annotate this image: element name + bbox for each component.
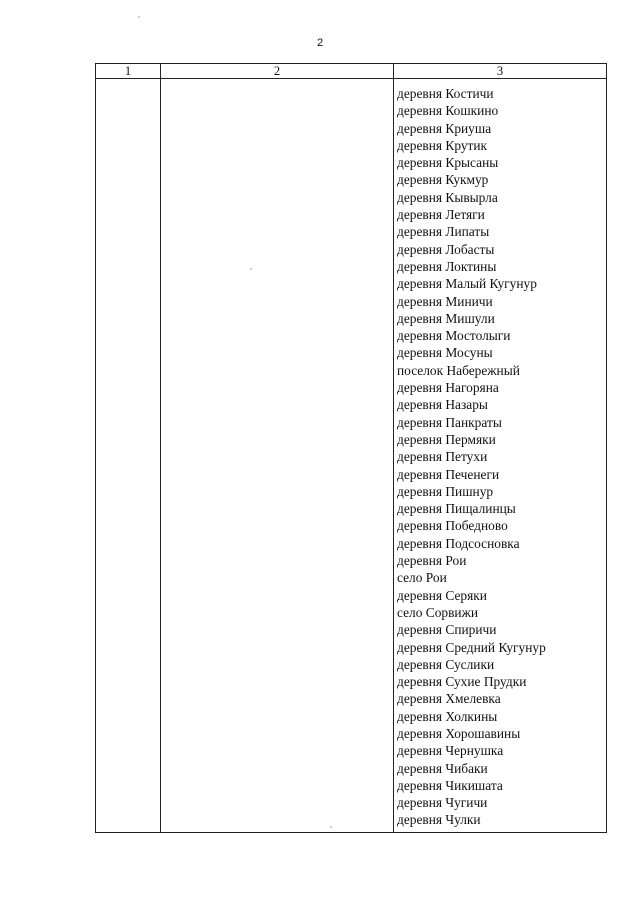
- settlement-list-item: деревня Кошкино: [397, 103, 499, 119]
- settlement-list-item: деревня Нагоряна: [397, 380, 499, 396]
- settlement-list-item: деревня Назары: [397, 397, 488, 413]
- settlement-list-item: деревня Костичи: [397, 86, 494, 101]
- column-2-cell: [161, 79, 394, 833]
- scan-speck: [138, 16, 140, 18]
- settlement-list-item: деревня Лобасты: [397, 241, 495, 257]
- settlement-list-item: деревня Средний Кугунур: [397, 639, 546, 655]
- column-1-cell: [96, 79, 161, 833]
- settlement-list-item: деревня Летяги: [397, 207, 485, 223]
- settlement-list-item: деревня Петухи: [397, 449, 488, 465]
- settlement-list-item: деревня Чернушка: [397, 743, 504, 759]
- settlement-list-item: деревня Чугичи: [397, 795, 488, 811]
- settlement-list-item: деревня Мостолыги: [397, 328, 511, 344]
- settlement-list-item: деревня Крысаны: [397, 155, 499, 171]
- column-header-1: 1: [96, 64, 161, 79]
- settlement-list-item: село Сорвижи: [397, 604, 479, 620]
- scan-speck: [330, 826, 332, 828]
- settlement-list-item: деревня Миничи: [397, 293, 493, 309]
- settlement-list-item: село Рои: [397, 570, 447, 586]
- header-row: [96, 64, 607, 79]
- settlement-list-item: деревня Крутик: [397, 137, 488, 153]
- settlement-list-item: деревня Сухие Прудки: [397, 674, 527, 690]
- scan-speck: [250, 268, 252, 270]
- settlement-list-item: деревня Спиричи: [397, 622, 497, 638]
- column-header-3: 3: [394, 64, 607, 79]
- column-3-cell: [394, 79, 607, 833]
- settlement-list-item: деревня Локтины: [397, 258, 497, 274]
- settlement-list-item: деревня Холкины: [397, 708, 498, 724]
- settlement-list-item: деревня Пищалинцы: [397, 501, 516, 517]
- settlement-list-item: поселок Набережный: [397, 362, 520, 378]
- settlement-list-item: деревня Мосуны: [397, 345, 493, 361]
- settlement-list-item: деревня Победново: [397, 518, 508, 534]
- settlement-list-item: деревня Пишнур: [397, 483, 494, 499]
- column-header-2: 2: [161, 64, 394, 79]
- settlement-list-item: деревня Чулки: [397, 812, 481, 828]
- settlement-list-item: деревня Чибаки: [397, 760, 488, 776]
- settlements-table: [95, 63, 607, 833]
- settlement-list: [394, 79, 606, 829]
- settlement-list-item: деревня Печенеги: [397, 466, 500, 482]
- settlement-list-item: деревня Кукмур: [397, 172, 489, 188]
- settlement-list-item: деревня Липаты: [397, 224, 490, 240]
- settlement-list-item: деревня Пермяки: [397, 431, 496, 447]
- settlement-list-item: деревня Мишули: [397, 310, 495, 326]
- settlement-list-item: деревня Серяки: [397, 587, 487, 603]
- table-row: [96, 79, 607, 833]
- settlement-list-item: деревня Криуша: [397, 120, 492, 136]
- settlement-list-item: деревня Суслики: [397, 656, 495, 672]
- settlement-list-item: деревня Хмелевка: [397, 691, 501, 707]
- settlement-list-item: деревня Малый Кугунур: [397, 276, 537, 292]
- settlement-list-item: деревня Подсосновка: [397, 535, 520, 551]
- settlement-list-item: деревня Рои: [397, 553, 467, 569]
- page-number: 2: [316, 37, 324, 49]
- settlement-list-item: деревня Кывырла: [397, 189, 498, 205]
- settlement-list-item: деревня Чикишата: [397, 777, 503, 793]
- settlement-list-item: деревня Хорошавины: [397, 725, 521, 741]
- settlement-list-item: деревня Панкраты: [397, 414, 502, 430]
